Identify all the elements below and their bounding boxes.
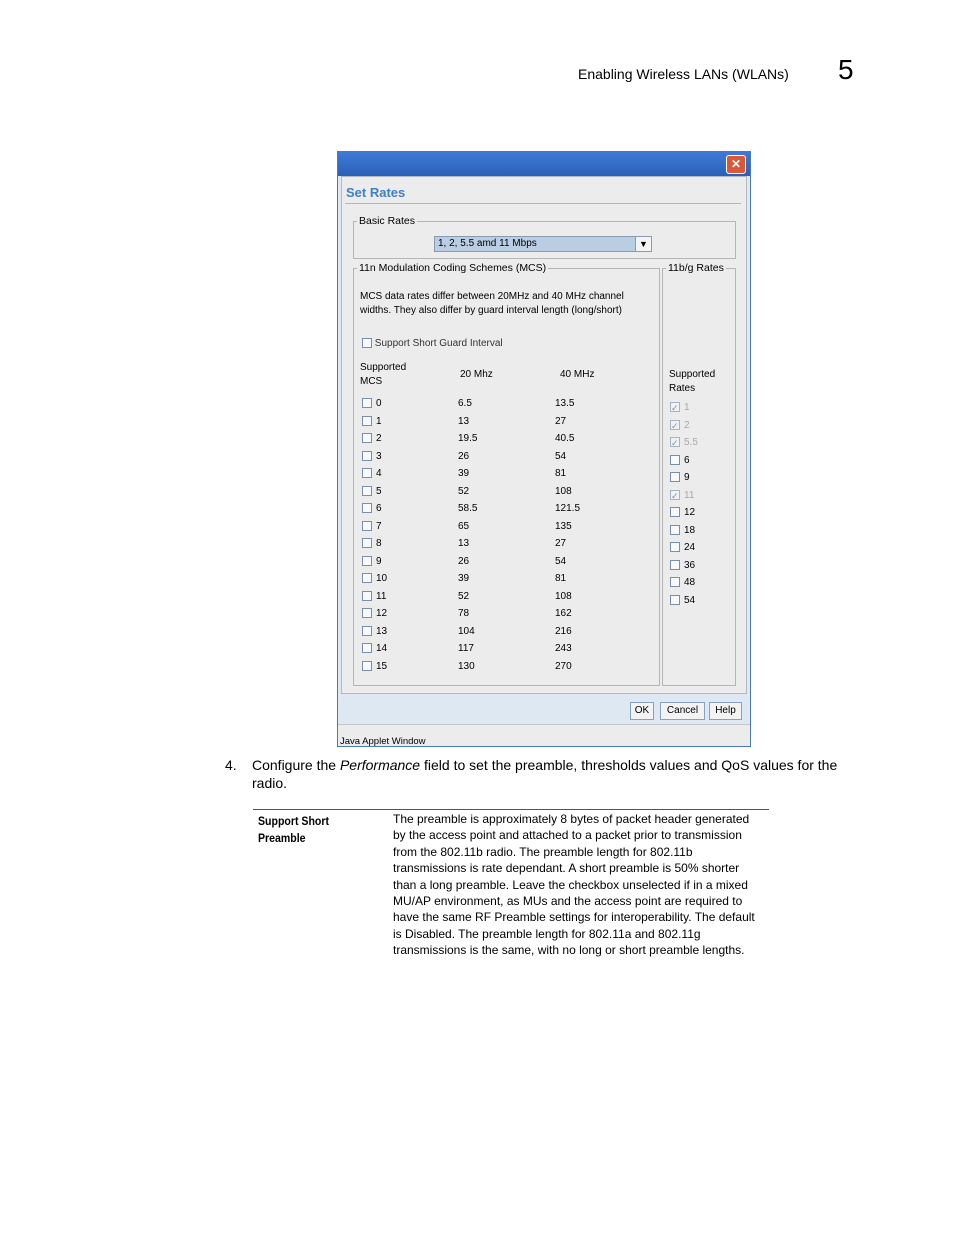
mcs-20mhz-rate: 39 — [458, 468, 470, 479]
mcs-20mhz-rate: 6.5 — [458, 398, 472, 409]
mcs-checkbox[interactable] — [362, 486, 372, 496]
mcs-row[interactable] — [362, 448, 652, 465]
bg-rate-label: 6 — [684, 454, 690, 466]
short-guard-interval-option[interactable] — [362, 338, 503, 349]
mcs-20mhz-rate: 39 — [458, 573, 470, 584]
chevron-down-icon[interactable]: ▼ — [635, 237, 651, 251]
mcs-checkbox[interactable] — [362, 451, 372, 461]
bg-rates-group — [662, 262, 736, 686]
mcs-20mhz-rate: 130 — [458, 660, 475, 672]
bg-rate-row[interactable] — [670, 557, 695, 574]
mcs-40mhz-rate: 81 — [555, 573, 567, 584]
mcs-checkbox[interactable] — [362, 503, 372, 513]
mcs-row[interactable] — [362, 553, 652, 570]
mcs-checkbox[interactable] — [362, 591, 372, 601]
col-supported-rates: Supported Rates — [669, 369, 716, 394]
bg-rate-row[interactable] — [670, 539, 695, 556]
bg-rate-row — [670, 434, 698, 451]
mcs-index: 6 — [376, 503, 382, 514]
bg-rate-checkbox[interactable] — [670, 525, 680, 535]
set-rates-window — [337, 151, 751, 747]
mcs-checkbox[interactable] — [362, 521, 372, 531]
mcs-index: 8 — [376, 538, 382, 549]
step-number: 4. — [225, 757, 237, 773]
mcs-row[interactable] — [362, 500, 652, 517]
bg-rate-checkbox[interactable] — [670, 542, 680, 552]
bg-rate-label: 18 — [684, 524, 696, 536]
bg-rates-legend: 11b/g Rates — [668, 262, 724, 274]
bg-rate-checkbox[interactable] — [670, 560, 680, 570]
dialog-title: Set Rates — [346, 185, 406, 200]
mcs-row[interactable] — [362, 570, 652, 587]
mcs-index: 4 — [376, 468, 382, 479]
bg-rate-checkbox — [670, 402, 680, 412]
step-field-name: Performance — [339, 757, 421, 773]
bg-rate-checkbox — [670, 490, 680, 500]
mcs-checkbox[interactable] — [362, 556, 372, 566]
bg-rate-label: 48 — [684, 577, 696, 588]
mcs-index: 9 — [376, 555, 382, 567]
help-button[interactable]: Help — [709, 702, 742, 720]
bg-rate-row — [670, 399, 690, 416]
mcs-checkbox[interactable] — [362, 538, 372, 548]
mcs-index: 10 — [376, 573, 388, 584]
bg-rate-label: 2 — [684, 419, 690, 431]
cancel-button[interactable]: Cancel — [660, 702, 705, 720]
mcs-index: 0 — [376, 398, 382, 409]
mcs-40mhz-rate: 40.5 — [555, 433, 575, 444]
mcs-checkbox[interactable] — [362, 398, 372, 408]
bg-rate-checkbox — [670, 420, 680, 430]
step-text-before: Configure the — [252, 757, 340, 773]
mcs-40mhz-rate: 54 — [555, 555, 567, 567]
mcs-index: 13 — [376, 625, 388, 637]
mcs-checkbox[interactable] — [362, 573, 372, 583]
dialog-content — [341, 176, 747, 694]
mcs-group — [353, 262, 660, 686]
bg-rate-label: 24 — [684, 542, 696, 553]
mcs-20mhz-rate: 58.5 — [458, 503, 478, 514]
mcs-40mhz-rate: 270 — [555, 660, 572, 672]
bg-rate-checkbox[interactable] — [670, 507, 680, 517]
mcs-index: 5 — [376, 485, 382, 497]
mcs-index: 15 — [376, 660, 388, 672]
mcs-row[interactable] — [362, 483, 652, 500]
mcs-20mhz-rate: 13 — [458, 538, 470, 549]
col-40mhz: 40 MHz — [560, 369, 595, 380]
mcs-row[interactable] — [362, 465, 652, 482]
bg-rate-row[interactable] — [670, 469, 690, 486]
mcs-row[interactable] — [362, 395, 652, 412]
bg-rate-checkbox[interactable] — [670, 577, 680, 587]
mcs-row[interactable] — [362, 413, 652, 430]
bg-rate-row[interactable] — [670, 452, 690, 469]
short-guard-interval-checkbox[interactable] — [362, 338, 372, 348]
bg-rate-row[interactable] — [670, 504, 695, 521]
mcs-checkbox[interactable] — [362, 643, 372, 653]
mcs-40mhz-rate: 108 — [555, 590, 572, 602]
mcs-40mhz-rate: 243 — [555, 643, 572, 654]
bg-rate-label: 1 — [684, 402, 690, 413]
mcs-row[interactable] — [362, 430, 652, 447]
mcs-40mhz-rate: 121.5 — [555, 503, 581, 514]
basic-rates-select[interactable] — [434, 236, 652, 252]
mcs-legend: 11n Modulation Coding Schemes (MCS) — [359, 262, 547, 274]
step-text — [252, 756, 874, 792]
mcs-row[interactable] — [362, 535, 652, 552]
bg-rate-row[interactable] — [670, 574, 695, 591]
basic-rates-legend: Basic Rates — [359, 215, 416, 227]
bg-rate-row — [670, 487, 694, 504]
mcs-20mhz-rate: 104 — [458, 625, 475, 637]
mcs-note: MCS data rates differ between 20MHz and 40 MHz channel widths. They also differ by guard interval length (long/short) — [360, 291, 624, 316]
bg-rate-checkbox[interactable] — [670, 472, 680, 482]
mcs-row[interactable] — [362, 623, 652, 640]
mcs-40mhz-rate: 27 — [555, 538, 567, 549]
ok-button[interactable]: OK — [630, 702, 654, 720]
window-titlebar — [338, 152, 750, 176]
mcs-checkbox[interactable] — [362, 661, 372, 671]
mcs-index: 11 — [376, 590, 387, 602]
bg-rate-row[interactable] — [670, 592, 695, 609]
mcs-checkbox[interactable] — [362, 416, 372, 426]
mcs-checkbox[interactable] — [362, 468, 372, 478]
mcs-row[interactable] — [362, 640, 652, 657]
mcs-40mhz-rate: 108 — [555, 485, 572, 497]
mcs-checkbox[interactable] — [362, 626, 372, 636]
table-top-rule — [253, 809, 769, 810]
col-supported-mcs: Supported MCS — [360, 362, 407, 387]
chapter-number: 5 — [838, 54, 854, 85]
status-bar: Java Applet Window — [338, 724, 750, 746]
mcs-40mhz-rate: 13.5 — [555, 398, 575, 409]
table-term: Support Short Preamble — [258, 814, 329, 845]
bg-rate-checkbox[interactable] — [670, 595, 680, 605]
mcs-20mhz-rate: 13 — [458, 415, 470, 427]
mcs-20mhz-rate: 26 — [458, 450, 470, 462]
bg-rate-label: 12 — [684, 507, 696, 518]
title-divider — [345, 203, 741, 204]
mcs-index: 12 — [376, 608, 388, 619]
table-description: The preamble is approximately 8 bytes of packet header generated by the access point and attached to a packet prior to transmission from the 802.11b radio. The preamble length for 802.11b transmissions is rate dependant. A short preamble is 50% shorter than a long preamble. Leave the checkbox unselected if in a mixed MU/AP environment, as MUs and the access point are required to have the same RF Preamble settings for interoperability. The default is Disabled. The preamble length for 802.11a and 802.11g transmissions is the same, with no long or short preamble lengths. — [393, 812, 755, 958]
mcs-checkbox[interactable] — [362, 608, 372, 618]
mcs-40mhz-rate: 135 — [555, 520, 572, 532]
mcs-index: 3 — [376, 450, 382, 462]
bg-rate-label: 54 — [684, 594, 696, 606]
mcs-40mhz-rate: 162 — [555, 608, 572, 619]
mcs-20mhz-rate: 65 — [458, 520, 470, 532]
bg-rate-label: 5.5 — [684, 437, 698, 448]
mcs-40mhz-rate: 81 — [555, 468, 567, 479]
mcs-20mhz-rate: 52 — [458, 590, 470, 602]
page-header-title: Enabling Wireless LANs (WLANs) — [578, 66, 789, 82]
bg-rate-row[interactable] — [670, 522, 695, 539]
basic-rates-group — [353, 215, 736, 259]
mcs-20mhz-rate: 26 — [458, 555, 470, 567]
mcs-row[interactable] — [362, 518, 652, 535]
mcs-index: 2 — [376, 433, 382, 444]
mcs-index: 7 — [376, 520, 382, 532]
mcs-checkbox[interactable] — [362, 433, 372, 443]
step-text-after: field to set the preamble, thresholds values and QoS values for the radio. — [252, 757, 838, 791]
basic-rates-value: 1, 2, 5.5 amd 11 Mbps — [438, 238, 537, 249]
bg-rate-checkbox — [670, 437, 680, 447]
mcs-20mhz-rate: 19.5 — [458, 433, 478, 444]
col-20mhz: 20 Mhz — [460, 369, 493, 380]
short-guard-interval-label: Support Short Guard Interval — [374, 338, 503, 349]
close-icon[interactable]: ✕ — [726, 155, 746, 174]
mcs-40mhz-rate: 216 — [555, 625, 572, 637]
mcs-row[interactable] — [362, 605, 652, 622]
mcs-40mhz-rate: 54 — [555, 450, 567, 462]
mcs-index: 14 — [376, 643, 388, 654]
mcs-20mhz-rate: 52 — [458, 485, 470, 497]
bg-rate-checkbox[interactable] — [670, 455, 680, 465]
mcs-20mhz-rate: 117 — [458, 643, 474, 654]
mcs-40mhz-rate: 27 — [555, 415, 567, 427]
bg-rate-label: 36 — [684, 559, 696, 571]
bg-rate-label: 11 — [684, 489, 695, 501]
bg-rate-label: 9 — [684, 472, 690, 483]
mcs-20mhz-rate: 78 — [458, 608, 470, 619]
mcs-row[interactable] — [362, 588, 652, 605]
mcs-row[interactable] — [362, 658, 652, 675]
mcs-index: 1 — [376, 415, 382, 427]
bg-rate-row — [670, 417, 690, 434]
